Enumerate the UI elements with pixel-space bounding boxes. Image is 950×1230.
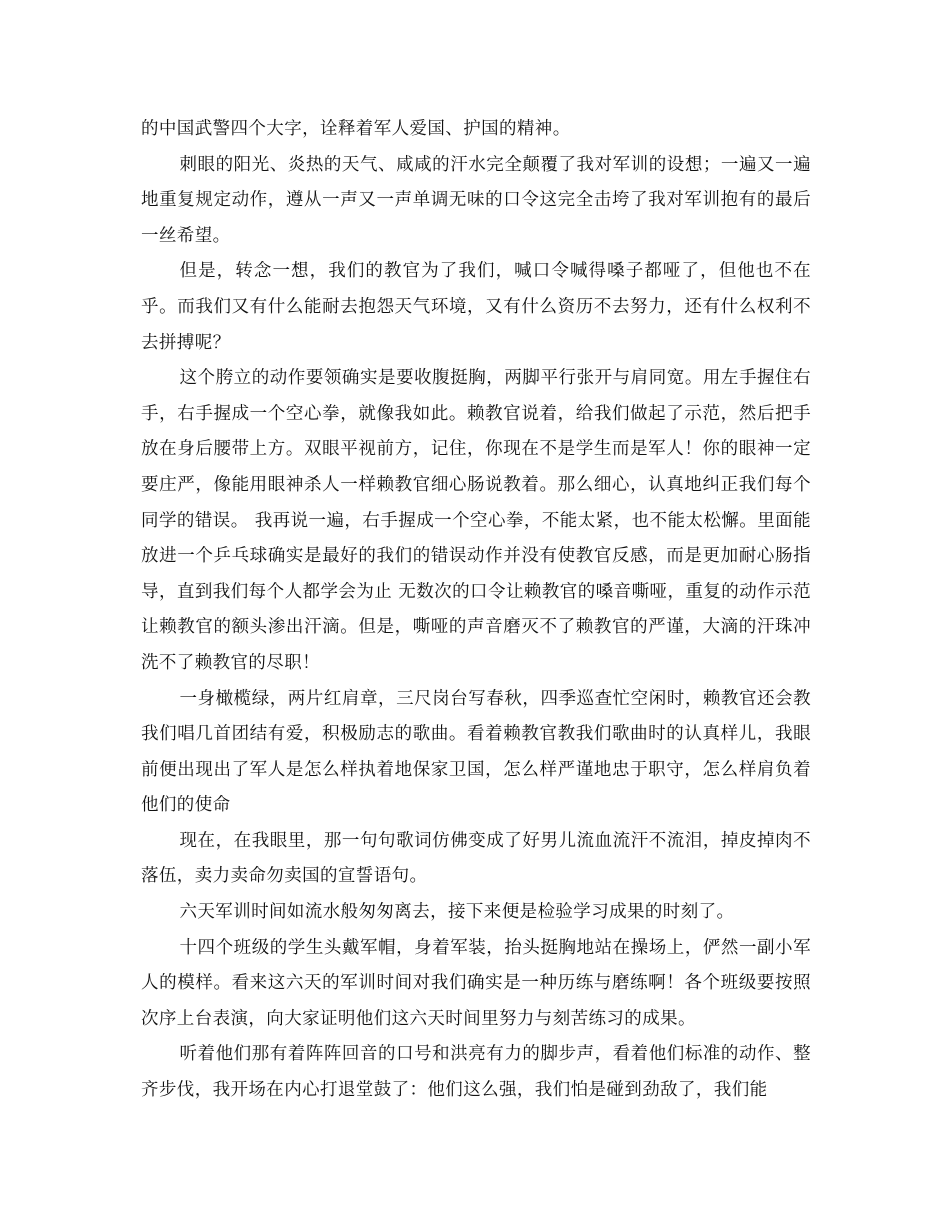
document-body <box>141 112 811 1109</box>
paragraph: 一身橄榄绿，两片红肩章，三尺岗台写春秋，四季巡查忙空闲时，赖教官还会教我们唱几首团结有爱，积极励志的歌曲。看着赖教官教我们歌曲时的认真样儿，我眼前便出现出了军人是怎么样执着地保家卫国，怎么样严谨地忠于职守，怎么样肩负着他们的使命 <box>141 688 811 816</box>
paragraph: 听着他们那有着阵阵回音的口号和洪亮有力的脚步声，看着他们标准的动作、整齐步伐，我开场在内心打退堂鼓了：他们这么强，我们怕是碰到劲敌了，我们能 <box>141 1044 811 1101</box>
paragraph: 十四个班级的学生头戴军帽，身着军装，抬头挺胸地站在操场上，俨然一副小军人的模样。看来这六天的军训时间对我们确实是一种历练与磨练啊！各个班级要按照次序上台表演，向大家证明他们这六天时间里努力与刻苦练习的成果。 <box>141 937 811 1029</box>
paragraph: 但是，转念一想，我们的教官为了我们，喊口令喊得嗓子都哑了，但他也不在乎。而我们又有什么能耐去抱怨天气环境，又有什么资历不去努力，还有什么权利不去拼搏呢？ <box>141 261 811 353</box>
paragraph: 六天军训时间如流水般匆匆离去，接下来便是检验学习成果的时刻了。 <box>179 902 735 923</box>
paragraph: 这个胯立的动作要领确实是要收腹挺胸，两脚平行张开与肩同宽。用左手握住右手，右手握成一个空心拳，就像我如此。赖教官说着，给我们做起了示范，然后把手放在身后腰带上方。双眼平视前方，记住，你现在不是学生而是军人！你的眼神一定要庄严，像能用眼神杀人一样赖教官细心肠说教着。那么细心，认真地纠正我们每个同学的错误。 我再说一遍，右手握成一个空心拳，不能太紧，也不能太松懈。里面能放进一个乒乓球确实是最好的我们的错误动作并没有使教官反感，而是更加耐心肠指导，直到我们每个人都学会为止 无数次的口令让赖教官的嗓音嘶哑，重复的动作示范让赖教官的额头渗出汗滴。但是，嘶哑的声音磨灭不了赖教官的严谨，大滴的汗珠冲洗不了赖教官的尽职！ <box>141 368 811 673</box>
paragraph: 的中国武警四个大字，诠释着军人爱国、护国的精神。 <box>141 119 571 139</box>
paragraph: 刺眼的阳光、炎热的天气、咸咸的汗水完全颠覆了我对军训的设想；一遍又一遍地重复规定动作，遵从一声又一声单调无味的口令这完全击垮了我对军训抱有的最后一丝希望。 <box>141 154 811 246</box>
paragraph: 现在，在我眼里，那一句句歌词仿佛变成了好男儿流血流汗不流泪，掉皮掉肉不落伍，卖力卖命勿卖国的宣誓语句。 <box>141 830 811 887</box>
